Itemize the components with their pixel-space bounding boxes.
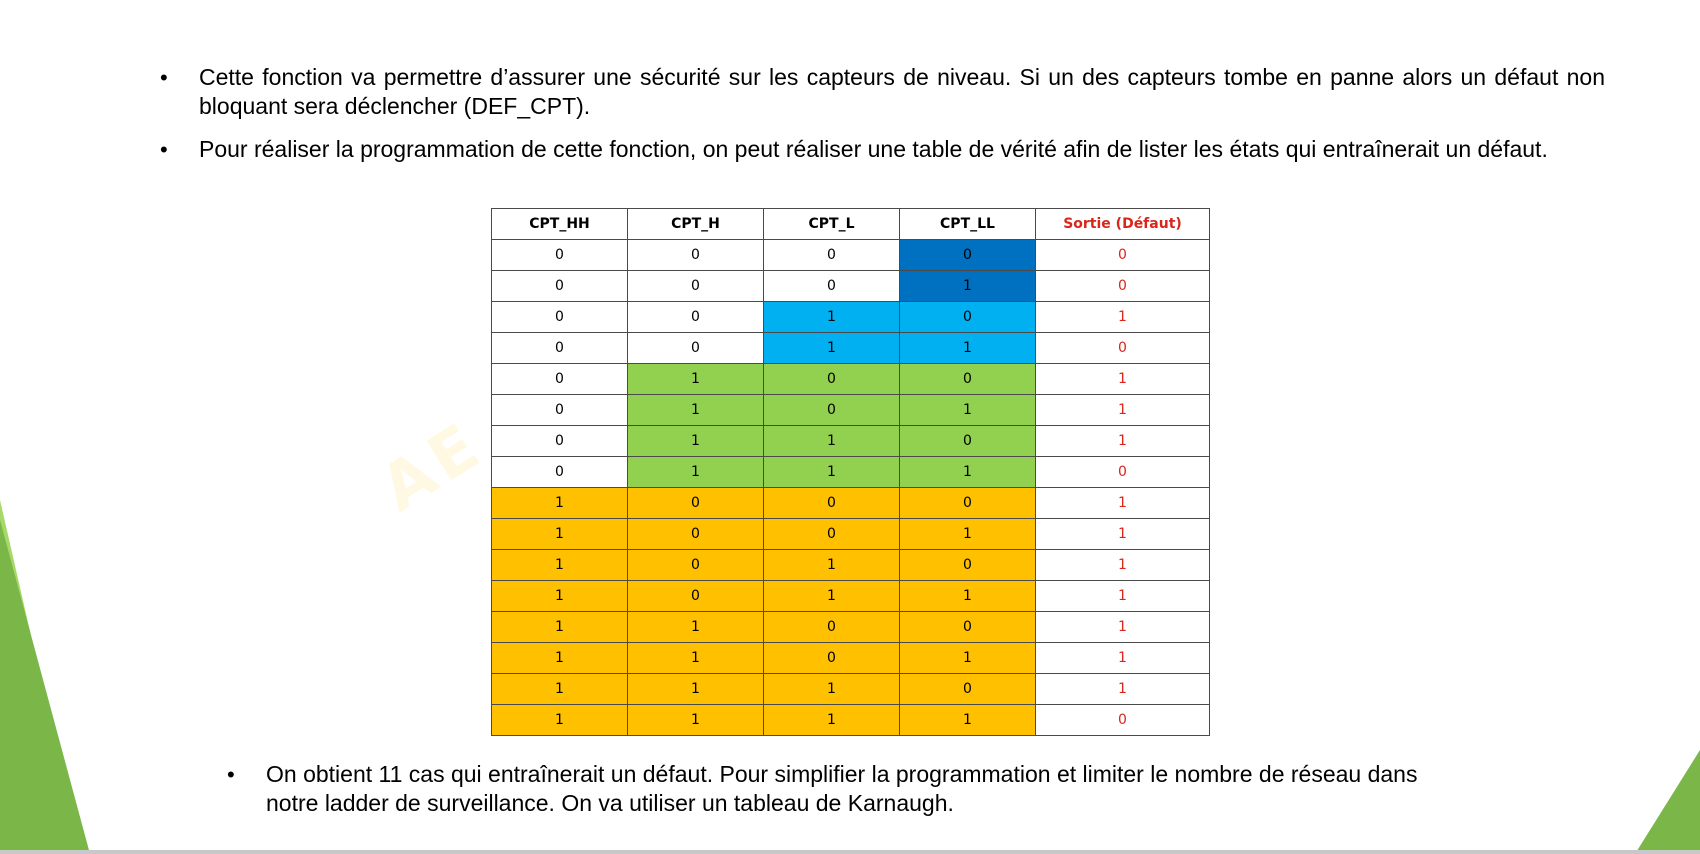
truth-table xyxy=(491,208,1210,736)
cell-sortie: 1 xyxy=(1036,519,1210,550)
cell-cpt-h: 0 xyxy=(628,271,764,302)
header-cpt-hh: CPT_HH xyxy=(492,209,628,240)
cell-cpt-hh: 0 xyxy=(492,333,628,364)
cell-cpt-l: 0 xyxy=(764,488,900,519)
cell-cpt-l: 0 xyxy=(764,271,900,302)
bullet-text-2: Pour réaliser la programmation de cette fonction, on peut réaliser une table de vérité afin de lister les états qui entraînerait un défaut. xyxy=(199,136,1548,162)
cell-cpt-ll: 0 xyxy=(900,364,1036,395)
cell-sortie: 1 xyxy=(1036,612,1210,643)
table-row xyxy=(492,395,1210,426)
cell-cpt-hh: 1 xyxy=(492,612,628,643)
cell-cpt-ll: 0 xyxy=(900,612,1036,643)
cell-sortie: 1 xyxy=(1036,364,1210,395)
cell-cpt-l: 0 xyxy=(764,519,900,550)
truth-table-header-row xyxy=(492,209,1210,240)
cell-cpt-h: 0 xyxy=(628,333,764,364)
cell-cpt-h: 1 xyxy=(628,364,764,395)
table-row xyxy=(492,240,1210,271)
cell-cpt-l: 0 xyxy=(764,364,900,395)
cell-sortie: 0 xyxy=(1036,705,1210,736)
bullet-dot-2: • xyxy=(160,137,168,162)
cell-cpt-hh: 1 xyxy=(492,674,628,705)
cell-cpt-h: 0 xyxy=(628,302,764,333)
cell-cpt-hh: 0 xyxy=(492,426,628,457)
cell-cpt-h: 0 xyxy=(628,240,764,271)
cell-cpt-l: 1 xyxy=(764,333,900,364)
cell-cpt-hh: 1 xyxy=(492,705,628,736)
table-row xyxy=(492,674,1210,705)
header-cpt-l: CPT_L xyxy=(764,209,900,240)
watermark: AE xyxy=(368,407,497,527)
cell-sortie: 1 xyxy=(1036,488,1210,519)
cell-cpt-hh: 0 xyxy=(492,302,628,333)
cell-cpt-h: 0 xyxy=(628,488,764,519)
table-row xyxy=(492,333,1210,364)
cell-cpt-l: 1 xyxy=(764,550,900,581)
table-row xyxy=(492,612,1210,643)
cell-cpt-l: 1 xyxy=(764,302,900,333)
cell-cpt-h: 0 xyxy=(628,581,764,612)
table-row xyxy=(492,488,1210,519)
table-row xyxy=(492,364,1210,395)
cell-cpt-hh: 1 xyxy=(492,488,628,519)
cell-cpt-h: 1 xyxy=(628,395,764,426)
cell-cpt-ll: 0 xyxy=(900,240,1036,271)
cell-cpt-hh: 0 xyxy=(492,271,628,302)
cell-cpt-hh: 0 xyxy=(492,457,628,488)
cell-sortie: 1 xyxy=(1036,643,1210,674)
slide-bottom-border xyxy=(0,850,1700,854)
bullet-text-1: Cette fonction va permettre d’assurer une sécurité sur les capteurs de niveau. Si un des capteurs tombe en panne alors un défaut non bloquant sera déclencher (DEF_CPT). xyxy=(199,64,1605,119)
bullet-dot-3: • xyxy=(227,762,235,787)
cell-cpt-hh: 0 xyxy=(492,240,628,271)
cell-cpt-h: 1 xyxy=(628,674,764,705)
cell-cpt-l: 0 xyxy=(764,240,900,271)
cell-cpt-hh: 1 xyxy=(492,550,628,581)
cell-cpt-h: 1 xyxy=(628,612,764,643)
header-sortie-defaut: Sortie (Défaut) xyxy=(1036,209,1210,240)
cell-sortie: 0 xyxy=(1036,271,1210,302)
cell-cpt-ll: 1 xyxy=(900,643,1036,674)
cell-cpt-l: 0 xyxy=(764,643,900,674)
header-cpt-h: CPT_H xyxy=(628,209,764,240)
header-cpt-ll: CPT_LL xyxy=(900,209,1036,240)
bullet-text-3: On obtient 11 cas qui entraînerait un défaut. Pour simplifier la programmation et limiter le nombre de réseau dans notre ladder de surveillance. On va utiliser un tableau de Karnaugh. xyxy=(266,761,1418,816)
table-row xyxy=(492,457,1210,488)
cell-sortie: 1 xyxy=(1036,581,1210,612)
cell-cpt-h: 1 xyxy=(628,643,764,674)
table-row xyxy=(492,705,1210,736)
cell-cpt-h: 1 xyxy=(628,426,764,457)
table-row xyxy=(492,426,1210,457)
cell-cpt-h: 0 xyxy=(628,550,764,581)
table-row xyxy=(492,550,1210,581)
cell-cpt-l: 1 xyxy=(764,705,900,736)
cell-sortie: 1 xyxy=(1036,426,1210,457)
decoration-right-dark-triangle xyxy=(1635,750,1700,854)
cell-sortie: 0 xyxy=(1036,240,1210,271)
cell-cpt-l: 0 xyxy=(764,612,900,643)
cell-sortie: 1 xyxy=(1036,550,1210,581)
cell-sortie: 1 xyxy=(1036,302,1210,333)
cell-cpt-ll: 1 xyxy=(900,395,1036,426)
cell-sortie: 0 xyxy=(1036,457,1210,488)
cell-cpt-hh: 1 xyxy=(492,643,628,674)
cell-cpt-h: 0 xyxy=(628,519,764,550)
table-row xyxy=(492,581,1210,612)
bullet-dot-1: • xyxy=(160,65,168,90)
cell-cpt-ll: 1 xyxy=(900,581,1036,612)
table-row xyxy=(492,302,1210,333)
cell-cpt-hh: 0 xyxy=(492,364,628,395)
cell-sortie: 0 xyxy=(1036,333,1210,364)
cell-cpt-l: 1 xyxy=(764,581,900,612)
cell-cpt-ll: 1 xyxy=(900,271,1036,302)
cell-cpt-l: 0 xyxy=(764,395,900,426)
cell-sortie: 1 xyxy=(1036,674,1210,705)
cell-cpt-ll: 1 xyxy=(900,705,1036,736)
cell-cpt-ll: 0 xyxy=(900,488,1036,519)
cell-cpt-l: 1 xyxy=(764,457,900,488)
cell-cpt-h: 1 xyxy=(628,705,764,736)
cell-cpt-ll: 1 xyxy=(900,519,1036,550)
table-row xyxy=(492,519,1210,550)
cell-cpt-ll: 0 xyxy=(900,426,1036,457)
cell-cpt-hh: 0 xyxy=(492,395,628,426)
cell-sortie: 1 xyxy=(1036,395,1210,426)
cell-cpt-ll: 1 xyxy=(900,333,1036,364)
cell-cpt-ll: 0 xyxy=(900,674,1036,705)
cell-cpt-hh: 1 xyxy=(492,519,628,550)
cell-cpt-h: 1 xyxy=(628,457,764,488)
cell-cpt-l: 1 xyxy=(764,674,900,705)
table-row xyxy=(492,271,1210,302)
cell-cpt-ll: 1 xyxy=(900,457,1036,488)
table-row xyxy=(492,643,1210,674)
cell-cpt-l: 1 xyxy=(764,426,900,457)
cell-cpt-ll: 0 xyxy=(900,302,1036,333)
cell-cpt-hh: 1 xyxy=(492,581,628,612)
cell-cpt-ll: 0 xyxy=(900,550,1036,581)
